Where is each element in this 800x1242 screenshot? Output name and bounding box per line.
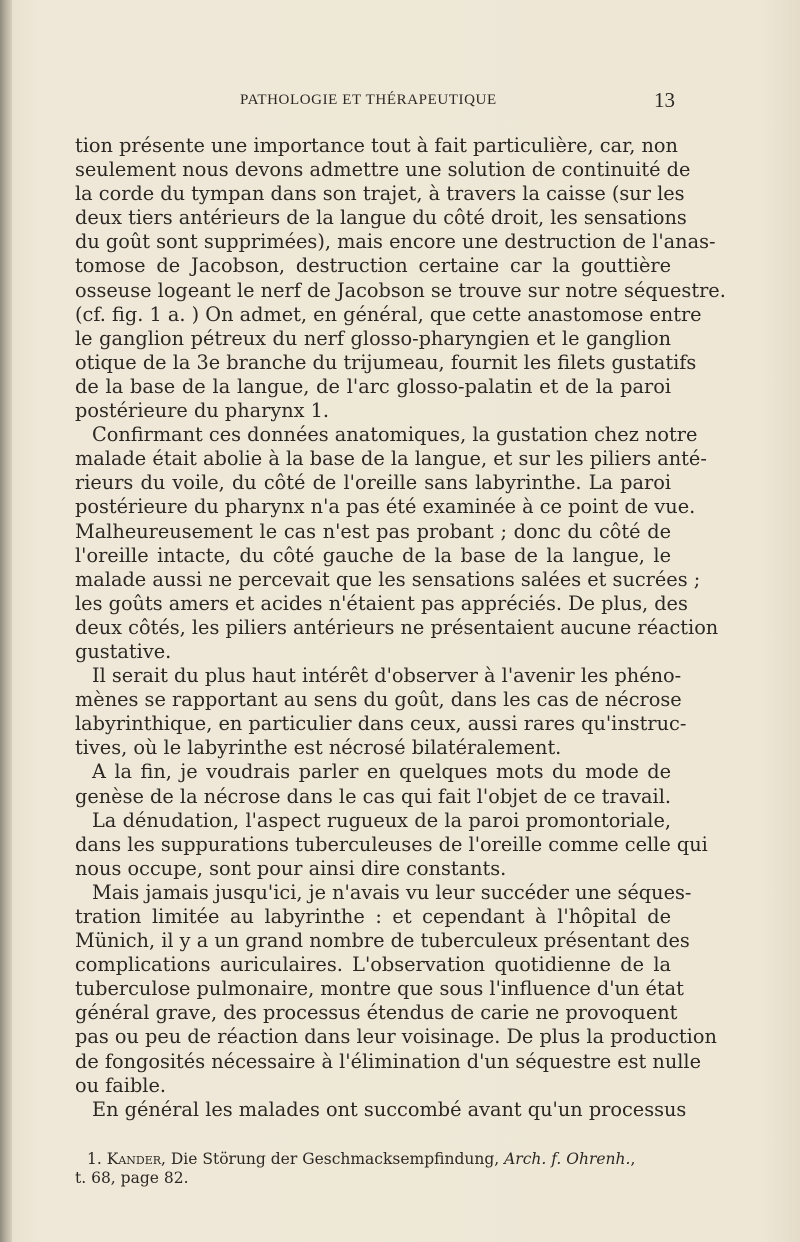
- text-line: osseuse logeant le nerf de Jacobson se trouve sur notre séquestre.: [75, 278, 726, 302]
- text-line: rieurs du voile, du côté de l'oreille sans labyrinthe. La paroi: [75, 471, 671, 495]
- text-line: tomose de Jacobson, destruction certaine car la gouttière: [75, 254, 671, 278]
- text-line: de la base de la langue, de l'arc glosso-palatin et de la paroi: [75, 374, 671, 398]
- text-line: général grave, des processus étendus de carie ne provoquent: [75, 1001, 678, 1025]
- text-line: ou faible.: [75, 1073, 167, 1097]
- text-line: Confirmant ces données anatomiques, la gustation chez notre: [92, 423, 698, 447]
- text-line: Malheureusement le cas n'est pas probant ; donc du côté de: [75, 519, 671, 543]
- text-line: le ganglion pétreux du nerf glosso-pharyngien et le ganglion: [75, 326, 671, 350]
- text-line: complications auriculaires. L'observation quotidienne de la: [75, 953, 671, 977]
- text-line: malade était abolie à la base de la langue, et sur les piliers anté-: [75, 447, 707, 471]
- text-line: (cf. fig. 1 a. ) On admet, en général, que cette anastomose entre: [75, 302, 702, 326]
- text-line: nous occupe, sont pour ainsi dire constants.: [75, 856, 507, 880]
- footnote-text: , Die Störung der Geschmacksempfindung,: [161, 1150, 505, 1168]
- text-line: genèse de la nécrose dans le cas qui fait l'objet de ce travail.: [75, 784, 671, 808]
- footnote-text-end: ,: [630, 1150, 636, 1168]
- page-header: [75, 90, 675, 114]
- body-text: [75, 134, 726, 1122]
- text-line: deux tiers antérieurs de la langue du côté droit, les sensations: [75, 206, 687, 230]
- text-line: de fongosités nécessaire à l'élimination d'un séquestre est nulle: [75, 1049, 702, 1073]
- footnote-number: 1.: [87, 1150, 102, 1168]
- text-line: les goûts amers et acides n'étaient pas appréciés. De plus, des: [75, 591, 688, 615]
- text-line: labyrinthique, en particulier dans ceux, aussi rares qu'instruc-: [75, 712, 687, 736]
- page-binding-edge: [0, 0, 12, 1242]
- text-line: du goût sont supprimées), mais encore une destruction de l'anas-: [75, 230, 716, 254]
- footnote-author: Kander: [106, 1150, 162, 1168]
- page-number: 13: [654, 88, 675, 112]
- text-line: otique de la 3e branche du trijumeau, fournit les filets gustatifs: [75, 350, 697, 374]
- text-line: mènes se rapportant au sens du goût, dans les cas de nécrose: [75, 688, 682, 712]
- text-line: postérieure du pharynx n'a pas été examinée à ce point de vue.: [75, 495, 696, 519]
- footnote-line: [75, 1150, 671, 1169]
- text-line: tuberculose pulmonaire, montre que sous l'influence d'un état: [75, 977, 684, 1001]
- footnote-line: t. 68, page 82.: [75, 1169, 189, 1187]
- text-line: dans les suppurations tuberculeuses de l'oreille comme celle qui: [75, 832, 708, 856]
- text-line: pas ou peu de réaction dans leur voisinage. De plus la production: [75, 1025, 717, 1049]
- text-line: postérieure du pharynx 1.: [75, 399, 330, 423]
- text-line: tion présente une importance tout à fait particulière, car, non: [75, 134, 678, 157]
- text-line: En général les malades ont succombé avant qu'un processus: [92, 1097, 687, 1121]
- text-line: A la fin, je voudrais parler en quelques mots du mode de: [92, 760, 671, 784]
- footnote-journal: Arch. f. Ohrenh.: [504, 1150, 631, 1168]
- footnote: [75, 1150, 671, 1188]
- text-line: seulement nous devons admettre une solution de continuité de: [75, 158, 691, 182]
- text-line: tives, où le labyrinthe est nécrosé bilatéralement.: [75, 736, 562, 760]
- text-line: la corde du tympan dans son trajet, à travers la caisse (sur les: [75, 182, 685, 206]
- text-line: malade aussi ne percevait que les sensations salées et sucrées ;: [75, 567, 701, 591]
- text-line: l'oreille intacte, du côté gauche de la base de la langue, le: [75, 543, 671, 567]
- text-line: Mais jamais jusqu'ici, je n'avais vu leur succéder une séques-: [92, 880, 692, 904]
- running-title: PATHOLOGIE ET THÉRAPEUTIQUE: [240, 92, 497, 108]
- text-line: tration limitée au labyrinthe : et cependant à l'hôpital de: [75, 905, 671, 928]
- text-line: Münich, il y a un grand nombre de tuberculeux présentant des: [75, 929, 690, 953]
- text-line: Il serait du plus haut intérêt d'observer à l'avenir les phéno-: [92, 664, 682, 688]
- text-line: gustative.: [75, 639, 172, 663]
- text-line: deux côtés, les piliers antérieurs ne présentaient aucune réaction: [75, 615, 719, 639]
- text-line: La dénudation, l'aspect rugueux de la paroi promontoriale,: [92, 808, 671, 832]
